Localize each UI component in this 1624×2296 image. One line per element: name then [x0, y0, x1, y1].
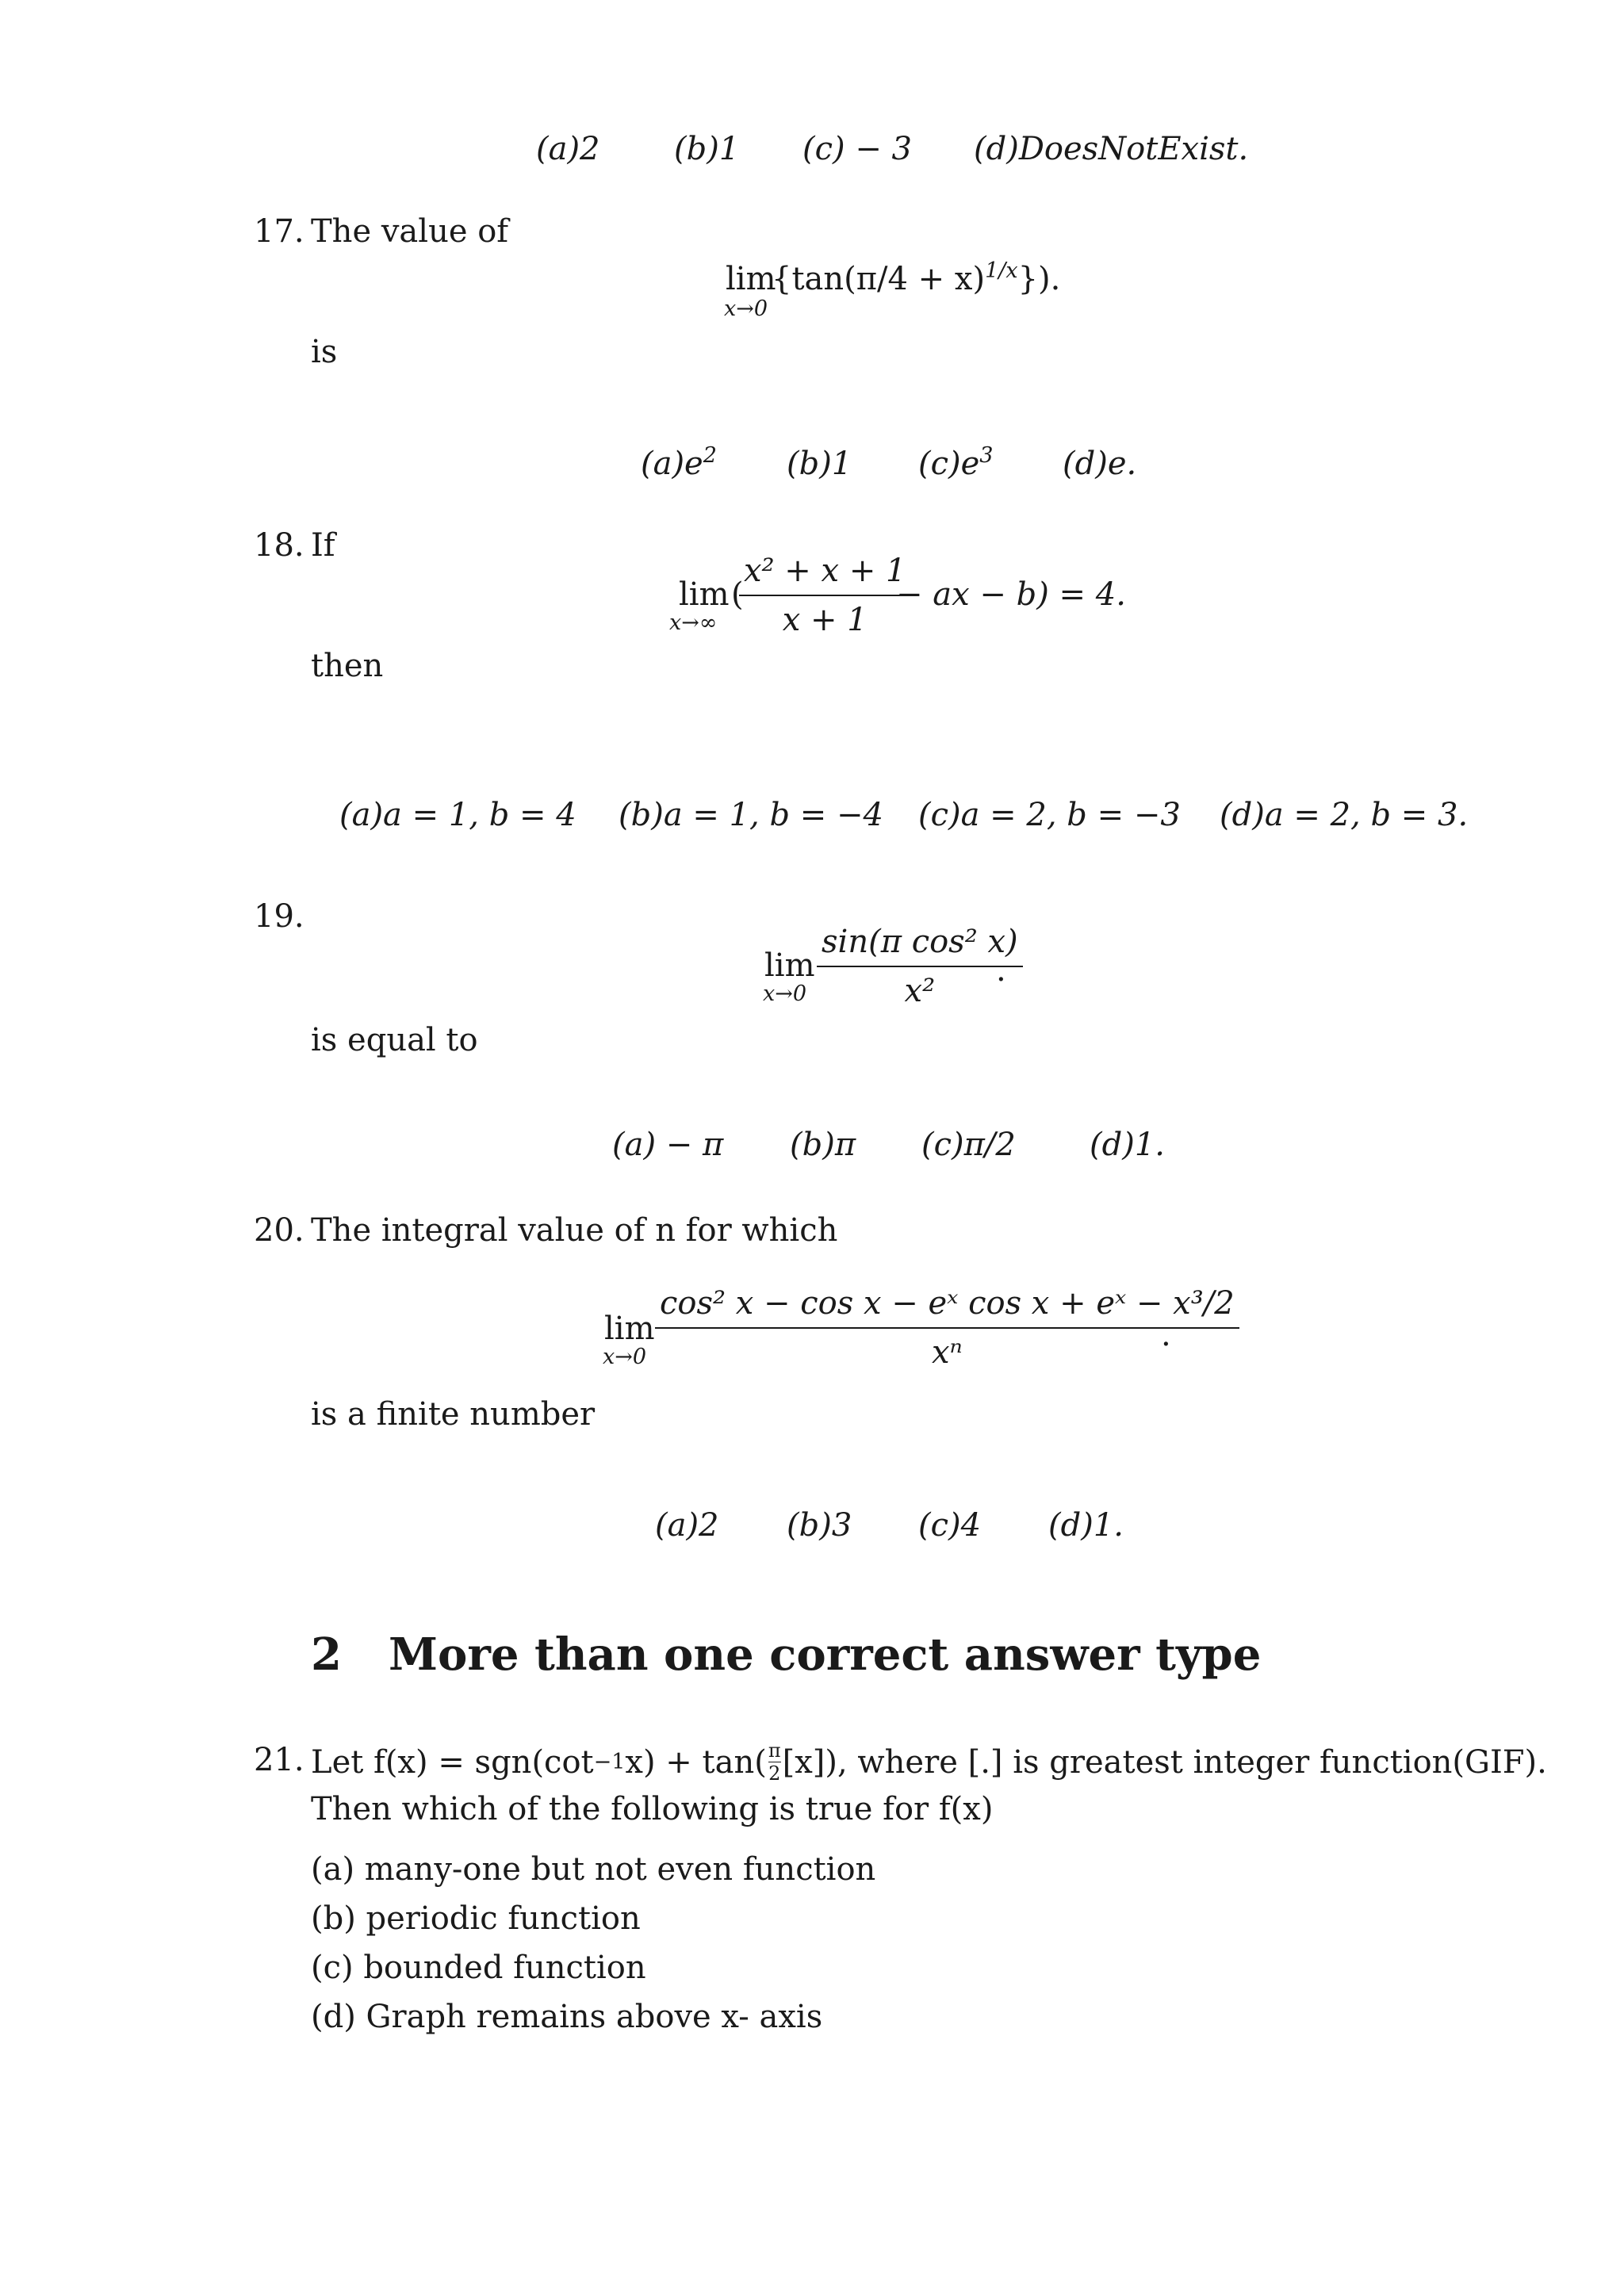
fraction [739, 555, 911, 636]
question-after: is a finite number [311, 1396, 596, 1433]
lim-label: lim [726, 261, 776, 297]
numerator: sin(π cos² x) [822, 924, 1018, 960]
denominator: x + 1 [782, 602, 868, 638]
q16-option-b: (b)1 [674, 131, 740, 167]
q16-option-d: (d)DoesNotExist. [974, 131, 1249, 167]
question-after: then [311, 648, 384, 684]
q19-option-c: (c)π/2 [921, 1127, 1016, 1163]
q19-option-d: (d)1. [1090, 1127, 1165, 1163]
q21-option-d: (d) Graph remains above x- axis [311, 1999, 823, 2035]
q16-option-c: (c) − 3 [802, 131, 913, 167]
numerator: x² + x + 1 [744, 553, 906, 589]
q19-option-b: (b)π [790, 1127, 856, 1163]
pi-over-2-fraction: π 2 [768, 1739, 781, 1785]
denominator: xⁿ [931, 1334, 963, 1371]
question-line-2: Then which of the following is true for f(x) [311, 1791, 994, 1827]
numerator: cos² x − cos x − eˣ cos x + eˣ − x³/2 [660, 1285, 1235, 1322]
lim-label: lim [764, 947, 815, 984]
lim-subscript: x→0 [763, 982, 807, 1006]
q17-option-c: $(c)e^3$ [918, 443, 994, 482]
expression-rest: − ax − b) = 4. [896, 576, 1126, 613]
question-after: is [311, 334, 338, 370]
q20-option-c: (c)4 [918, 1507, 982, 1544]
q18-option-c: (c)a = 2, b = −3 [918, 797, 1181, 833]
question-number: 17. [254, 213, 304, 250]
question-number: 19. [254, 898, 304, 935]
q21-option-a: (a) many-one but not even function [311, 1851, 876, 1888]
q18-option-b: (b)a = 1, b = −4 [619, 797, 884, 833]
lim-subscript: x→∞ [669, 610, 718, 635]
q20-option-d: (d)1. [1048, 1507, 1124, 1544]
fraction [817, 926, 1023, 1007]
trailing-dot: . [996, 952, 1006, 989]
q18-option-a: (a)a = 1, b = 4 [339, 797, 576, 833]
question-intro: The integral value of n for which [311, 1212, 838, 1249]
lim-subscript: x→0 [603, 1345, 647, 1369]
question-intro: The value of [311, 213, 509, 250]
section-title: More than one correct answer type [389, 1628, 1262, 1681]
question-intro: If [311, 527, 335, 564]
q20-option-a: (a)2 [655, 1507, 719, 1544]
q19-option-a: (a) − π [612, 1127, 724, 1163]
question-line-1: Let f(x) = sgn(cot −1 x) + tan( π 2 [x]), where [.] is greatest integer function(GIF). [311, 1739, 1547, 1785]
question-number: 20. [254, 1212, 304, 1249]
q16-option-a: (a)2 [536, 131, 600, 167]
denominator: x² [904, 973, 936, 1009]
lim-subscript: x→0 [724, 297, 768, 321]
lim-label: lim [679, 576, 730, 613]
question-number: 18. [254, 527, 304, 564]
q21-option-c: (c) bounded function [311, 1950, 646, 1986]
q18-option-d: (d)a = 2, b = 3. [1220, 797, 1469, 833]
fraction [655, 1285, 1239, 1371]
q17-option-a: $(a)e^2$ [641, 443, 717, 482]
q21-option-b: (b) periodic function [311, 1900, 641, 1937]
open-paren: ( [731, 576, 744, 613]
trailing-dot: . [1161, 1317, 1171, 1353]
q17-option-d: (d)e. [1063, 446, 1137, 482]
section-number: 2 [311, 1628, 342, 1681]
question-number: 21. [254, 1742, 304, 1778]
expression: $\{\tan(\pi/4 + x)^{1/x}\}$). [772, 258, 1061, 297]
q17-option-b: (b)1 [787, 446, 852, 482]
lim-label: lim [604, 1311, 655, 1347]
question-after: is equal to [311, 1022, 478, 1058]
q20-option-b: (b)3 [787, 1507, 852, 1544]
